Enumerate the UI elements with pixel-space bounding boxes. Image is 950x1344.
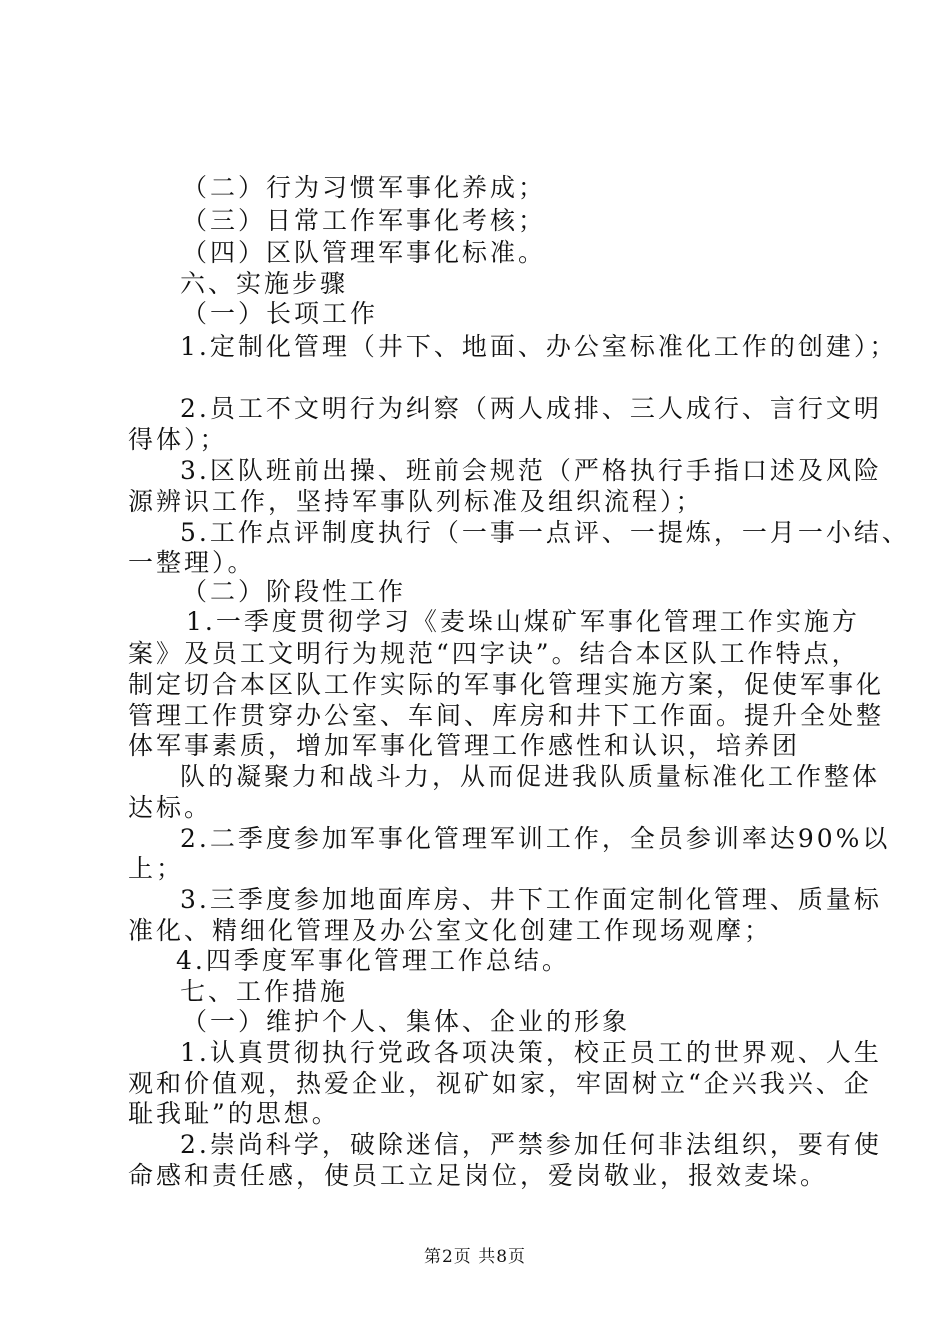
- subsection-heading-3: （一）维护个人、集体、企业的形象: [182, 1007, 631, 1036]
- text-line-9: 3.区队班前出操、班前会规范（严格执行手指口述及风险: [180, 456, 882, 485]
- text-line-20: 达标。: [128, 793, 213, 822]
- text-line-28: 1.认真贯彻执行党政各项决策，校正员工的世界观、人生: [180, 1038, 882, 1067]
- text-line-12: 一整理）。: [128, 548, 256, 577]
- text-line-3: （四）区队管理军事化标准。: [182, 238, 547, 267]
- text-line-17: 管理工作贯穿办公室、车间、库房和井下工作面。提升全处整: [128, 701, 885, 730]
- text-line-11: 5.工作点评制度执行（一事一点评、一提炼，一月一小结、: [180, 518, 910, 547]
- text-line-21: 2.二季度参加军事化管理军训工作，全员参训率达90%以: [180, 824, 891, 853]
- text-line-19: 队的凝聚力和战斗力，从而促进我队质量标准化工作整体: [180, 762, 881, 791]
- section-heading-7: 七、工作措施: [180, 977, 349, 1006]
- text-line-23: 3.三季度参加地面库房、井下工作面定制化管理、质量标: [180, 885, 882, 914]
- text-line-7: 2.员工不文明行为纠察（两人成排、三人成行、言行文明: [180, 394, 882, 423]
- text-line-18: 体军事素质，增加军事化管理工作感性和认识，培养团: [128, 731, 801, 760]
- text-line-2: （三）日常工作军事化考核；: [182, 206, 547, 235]
- text-line-24: 准化、精细化管理及办公室文化创建工作现场观摩；: [128, 916, 773, 945]
- text-line-29: 观和价值观，热爱企业，视矿如家，牢固树立“企兴我兴、企: [128, 1069, 872, 1098]
- subsection-heading-1: （一）长项工作: [182, 299, 379, 328]
- text-line-31: 2.崇尚科学，破除迷信，严禁参加任何非法组织，要有使: [180, 1130, 882, 1159]
- text-line-16: 制定切合本区队工作实际的军事化管理实施方案，促使军事化: [128, 670, 885, 699]
- text-line-32: 命感和责任感，使员工立足岗位，爱岗敬业，报效麦垛。: [128, 1161, 829, 1190]
- text-line-8: 得体）；: [128, 425, 228, 454]
- text-line-6: 1.定制化管理（井下、地面、办公室标准化工作的创建）；: [180, 332, 898, 361]
- subsection-heading-2: （二）阶段性工作: [182, 577, 407, 606]
- text-line-14: 1.一季度贯彻学习《麦垛山煤矿军事化管理工作实施方: [186, 607, 860, 636]
- text-line-30: 耻我耻”的思想。: [128, 1099, 340, 1128]
- section-heading-6: 六、实施步骤: [180, 269, 349, 298]
- text-line-1: （二）行为习惯军事化养成；: [182, 173, 547, 202]
- text-line-22: 上；: [128, 854, 185, 883]
- text-line-10: 源辨识工作，坚持军事队列标准及组织流程）；: [128, 487, 704, 516]
- text-line-15: 案》及员工文明行为规范“四字诀”。结合本区队工作特点，: [128, 639, 860, 668]
- text-line-25: 4.四季度军事化管理工作总结。: [176, 946, 570, 975]
- page-footer: 第2页 共8页: [423, 1247, 527, 1267]
